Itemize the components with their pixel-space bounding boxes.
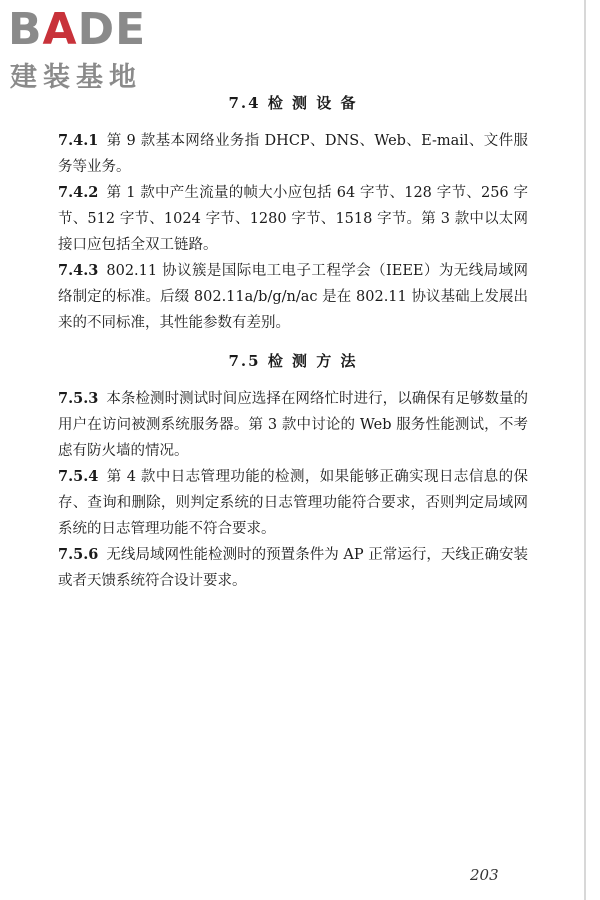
clause-number: 7.4.1 <box>58 132 99 149</box>
clause-text: 第 1 款中产生流量的帧大小应包括 64 字节、128 字节、256 字节、512 字节、1024 字节、1280 字节、1518 字节。第 3 款中以太网接口应包括全双工链路。 <box>58 185 528 253</box>
clause-7-5-6 <box>58 542 528 594</box>
clause-text: 本条检测时测试时间应选择在网络忙时进行，以确保有足够数量的用户在访问被测系统服务器。第 3 款中讨论的 Web 服务性能测试，不考虑有防火墙的情况。 <box>58 391 528 459</box>
clause-number: 7.4.2 <box>58 184 99 201</box>
clause-text: 802.11 协议簇是国际电工电子工程学会（IEEE）为无线局域网络制定的标准。后缀 802.11a/b/g/n/ac 是在 802.11 协议基础上发展出来的不同标准，其性能参数有差别。 <box>58 263 528 331</box>
clause-7-5-3 <box>58 386 528 464</box>
clause-7-4-3 <box>58 258 528 336</box>
clause-number: 7.5.4 <box>58 468 99 485</box>
watermark-logo <box>8 6 178 96</box>
clause-7-4-1 <box>58 128 528 180</box>
clause-text: 无线局域网性能检测时的预置条件为 AP 正常运行，天线正确安装或者天馈系统符合设计要求。 <box>58 547 528 589</box>
section-title-7-5: 7.5 检 测 方 法 <box>228 352 358 370</box>
clause-7-5-4 <box>58 464 528 542</box>
clause-number: 7.4.3 <box>58 262 99 279</box>
page-edge <box>584 0 586 900</box>
document-body <box>58 88 528 594</box>
clause-number: 7.5.6 <box>58 546 99 563</box>
clause-text: 第 4 款中日志管理功能的检测，如果能够正确实现日志信息的保存、查询和删除，则判定系统的日志管理功能符合要求，否则判定局域网系统的日志管理功能不符合要求。 <box>58 469 528 537</box>
logo-subtitle: 建装基地 <box>10 62 142 93</box>
page-number: 203 <box>470 866 499 884</box>
logo-brand: BADE <box>8 4 147 55</box>
clause-text: 第 9 款基本网络业务指 DHCP、DNS、Web、E-mail、文件服务等业务。 <box>58 133 528 175</box>
section-title-7-4: 7.4 检 测 设 备 <box>228 94 358 112</box>
clause-7-4-2 <box>58 180 528 258</box>
clause-number: 7.5.3 <box>58 390 99 407</box>
